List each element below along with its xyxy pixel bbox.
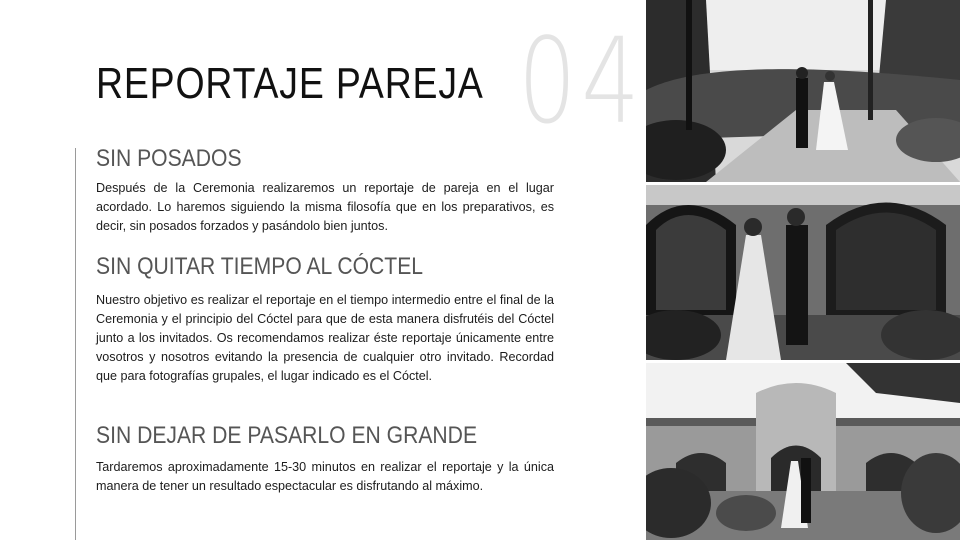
section-heading: SIN QUITAR TIEMPO AL CÓCTEL [96,253,424,280]
photo-couple-stone-arch [646,363,960,540]
section-sin-posados [96,147,554,236]
photo-couple-walking-garden [646,0,960,182]
section-sin-quitar-tiempo [96,255,554,386]
page-title: REPORTAJE PAREJA [96,59,484,108]
section-body: Nuestro objetivo es realizar el reportaje en el tiempo intermedio entre el final de la Ceremonia y el principio del Cóctel para que de esta manera disfrutéis del Cóctel junto a los invitados. Os recomendamos realizar éste reportaje únicamente entre vosotros y nosotros evitando la presencia de cualquier otro invitado. Recordad que para fotografías grupales, el lugar indicado es el Cóctel. [96,293,554,383]
section-heading: SIN POSADOS [96,145,242,172]
section-sin-dejar-de-pasarlo [96,424,554,496]
vertical-divider [75,148,76,540]
photo-couple-arched-windows [646,185,960,360]
section-heading: SIN DEJAR DE PASARLO EN GRANDE [96,422,478,449]
slide-number: 04 [518,12,645,150]
section-body: Tardaremos aproximadamente 15-30 minutos en realizar el reportaje y la única manera de tener un resultado espectacular es disfrutando al máximo. [96,460,554,493]
section-body: Después de la Ceremonia realizaremos un reportaje de pareja en el lugar acordado. Lo haremos siguiendo la misma filosofía que en los preparativos, es decir, sin posados forzados y pasándolo bien juntos. [96,181,554,233]
